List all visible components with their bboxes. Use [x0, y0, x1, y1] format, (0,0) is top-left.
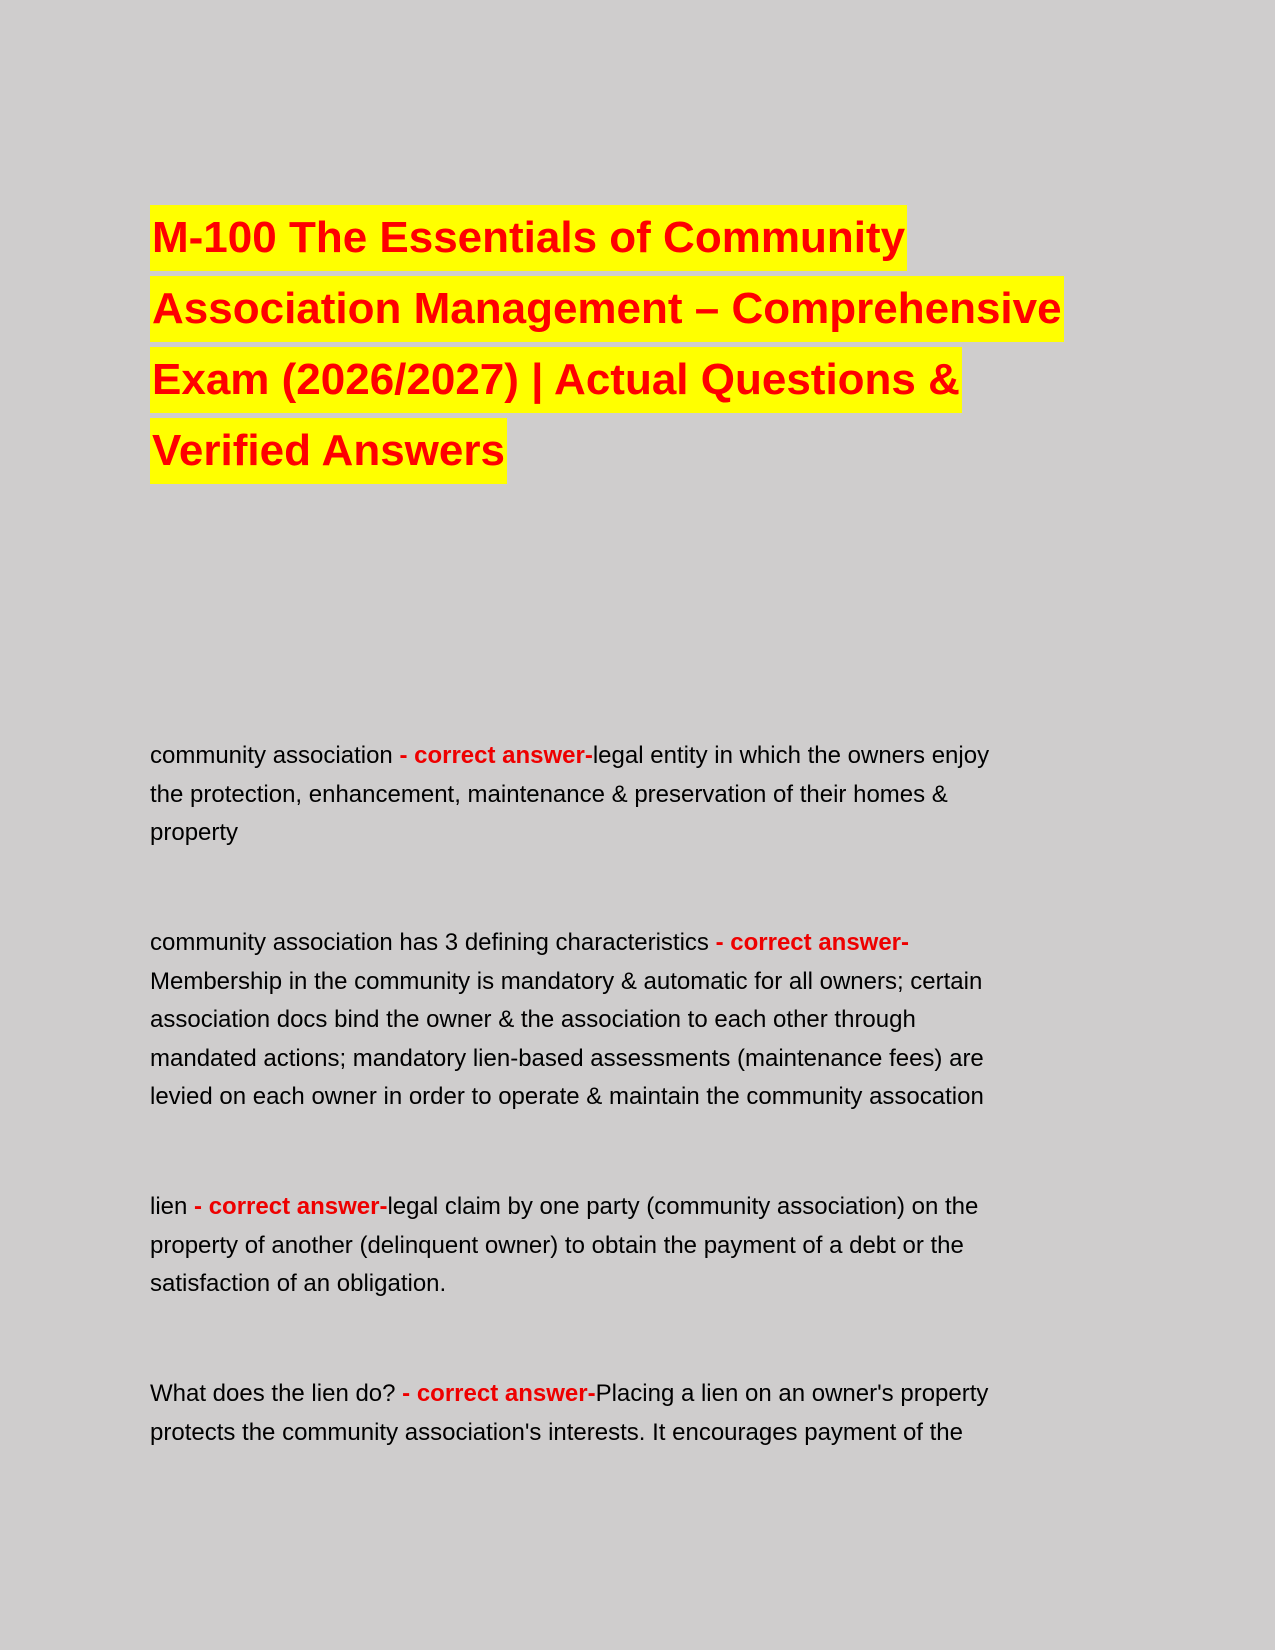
qa-answer-line: mandated actions; mandatory lien-based assessments (maintenance fees) are: [150, 1044, 984, 1072]
qa-answer-line: property of another (delinquent owner) to obtain the payment of a debt or the: [150, 1231, 964, 1259]
correct-answer-separator: - correct answer-: [399, 742, 593, 769]
document-title: [150, 205, 1140, 489]
qa-answer-line: levied on each owner in order to operate & maintain the community assocation: [150, 1083, 984, 1110]
qa-answer-text: Placing a lien on an owner's property: [595, 1380, 989, 1407]
correct-answer-separator: - correct answer-: [402, 1380, 596, 1407]
title-line-1: M-100 The Essentials of Community: [150, 205, 907, 271]
qa-answer-line: Membership in the community is mandatory & automatic for all owners; certain: [150, 967, 983, 995]
title-line-2: Association Management – Comprehensive: [150, 276, 1064, 342]
qa-term: lien: [150, 1193, 188, 1220]
qa-term: What does the lien do?: [150, 1380, 396, 1407]
qa-item-lien: [150, 1188, 1130, 1304]
qa-answer-line: property: [150, 819, 239, 846]
qa-item-what-does-lien-do: [150, 1375, 1130, 1452]
qa-answer-line: association docs bind the owner & the association to each other through: [150, 1006, 916, 1033]
qa-item-defining-characteristics: [150, 924, 1130, 1117]
qa-line: [150, 737, 1130, 776]
qa-term: community association has 3 defining characteristics: [150, 929, 709, 956]
qa-answer-line: the protection, enhancement, maintenance & preservation of their homes &: [150, 780, 948, 808]
qa-answer-line: satisfaction of an obligation.: [150, 1270, 447, 1297]
qa-answer-text: legal claim by one party (community association) on the: [387, 1193, 979, 1220]
correct-answer-separator: - correct answer-: [194, 1193, 388, 1220]
title-line-4: Verified Answers: [150, 418, 507, 484]
qa-line: [150, 1188, 1130, 1227]
qa-answer-text: legal entity in which the owners enjoy: [592, 742, 990, 769]
qa-line: [150, 1375, 1130, 1414]
qa-line: [150, 924, 1130, 963]
qa-answer-line: protects the community association's interests. It encourages payment of the: [150, 1418, 963, 1446]
title-line-3: Exam (2026/2027) | Actual Questions &: [150, 347, 962, 413]
qa-term: community association: [150, 742, 393, 769]
qa-item-community-association: [150, 737, 1130, 853]
correct-answer-separator: - correct answer-: [715, 929, 910, 956]
